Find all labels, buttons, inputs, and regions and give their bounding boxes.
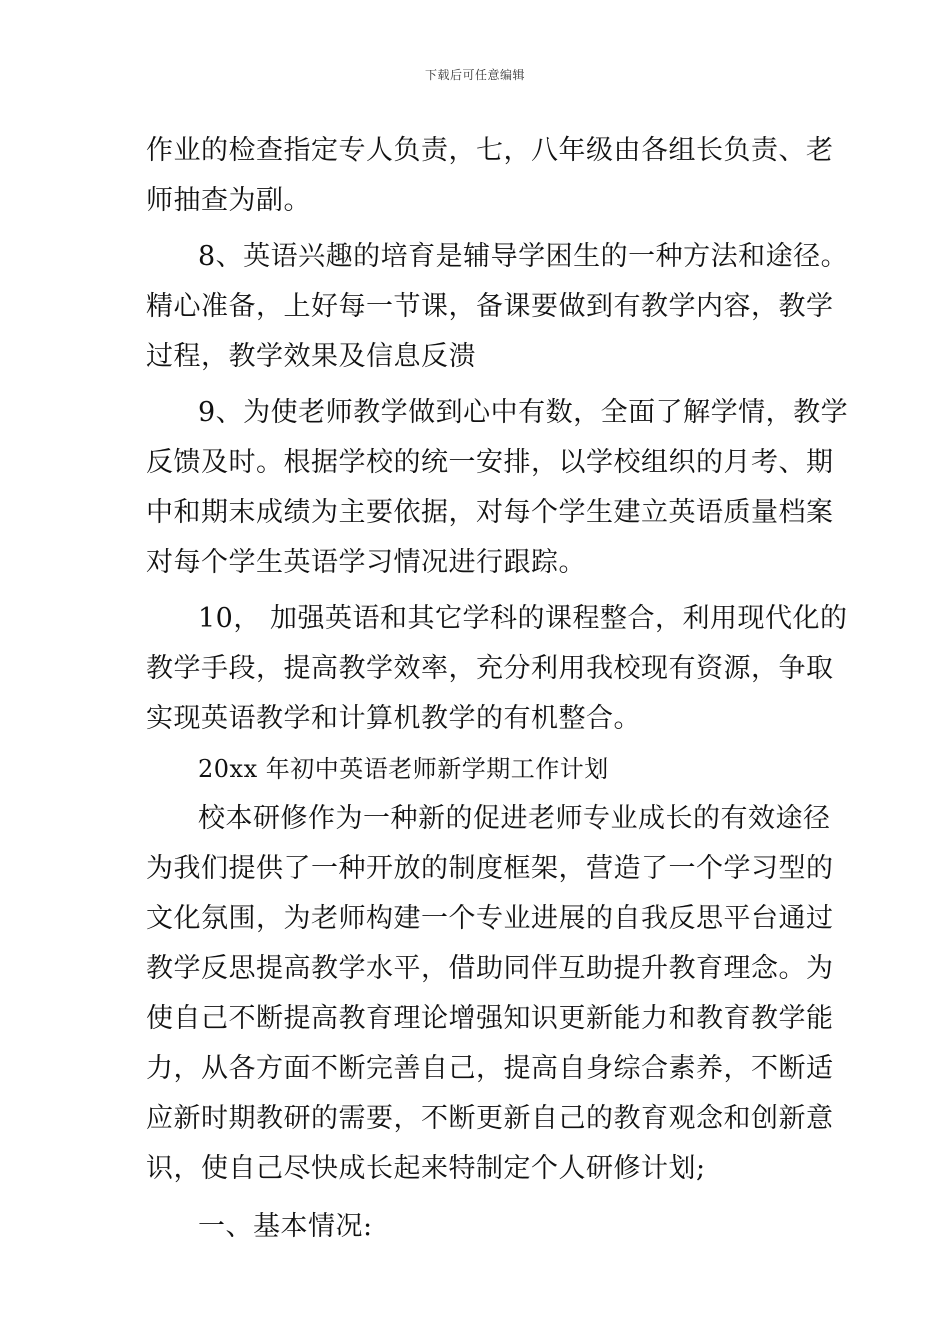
paragraph-line: 9、为使老师教学做到心中有数，全面了解学情，教学 bbox=[198, 397, 849, 428]
document-body bbox=[146, 126, 849, 1252]
paragraph-line: 8、英语兴趣的培育是辅导学困生的一种方法和途径。 bbox=[198, 241, 849, 272]
paragraph-line: 校本研修作为一种新的促进老师专业成长的有效途径 bbox=[198, 803, 831, 834]
paragraph-line: 力，从各方面不断完善自己，提高自身综合素养，不断适 bbox=[146, 1053, 834, 1084]
paragraph-line: 精心准备，上好每一节课，备课要做到有教学内容，教学 bbox=[146, 291, 834, 322]
section-heading: 一、基本情况: bbox=[198, 1211, 373, 1242]
header-note: 下载后可任意编辑 bbox=[424, 68, 525, 82]
paragraph-line: 过程，教学效果及信息反溃 bbox=[146, 341, 476, 372]
paragraph-line: 教学手段，提高教学效率，充分利用我校现有资源，争取 bbox=[146, 653, 834, 684]
paragraph-line: 为我们提供了一种开放的制度框架，营造了一个学习型的 bbox=[146, 853, 834, 884]
section-title: 20xx 年初中英语老师新学期工作计划 bbox=[198, 755, 609, 783]
paragraph-line: 作业的检查指定专人负责，七，八年级由各组长负责、老 bbox=[146, 135, 834, 166]
paragraph-line: 实现英语教学和计算机教学的有机整合。 bbox=[146, 703, 641, 734]
paragraph-line: 中和期末成绩为主要依据，对每个学生建立英语质量档案 bbox=[146, 497, 834, 528]
paragraph-line: 文化氛围，为老师构建一个专业进展的自我反思平台通过 bbox=[146, 903, 834, 934]
paragraph-line: 教学反思提高教学水平，借助同伴互助提升教育理念。为 bbox=[146, 953, 834, 984]
paragraph-line: 师抽查为副。 bbox=[146, 185, 311, 216]
paragraph-line: 反馈及时。根据学校的统一安排，以学校组织的月考、期 bbox=[146, 447, 834, 478]
paragraph-line: 使自己不断提高教育理论增强知识更新能力和教育教学能 bbox=[146, 1003, 834, 1034]
paragraph-line: 应新时期教研的需要，不断更新自己的教育观念和创新意 bbox=[146, 1103, 834, 1134]
paragraph-line: 对每个学生英语学习情况进行跟踪。 bbox=[146, 547, 586, 578]
paragraph-line: 识，使自己尽快成长起来特制定个人研修计划; bbox=[146, 1153, 706, 1184]
paragraph-line: 10， 加强英语和其它学科的课程整合，利用现代化的 bbox=[198, 603, 848, 634]
